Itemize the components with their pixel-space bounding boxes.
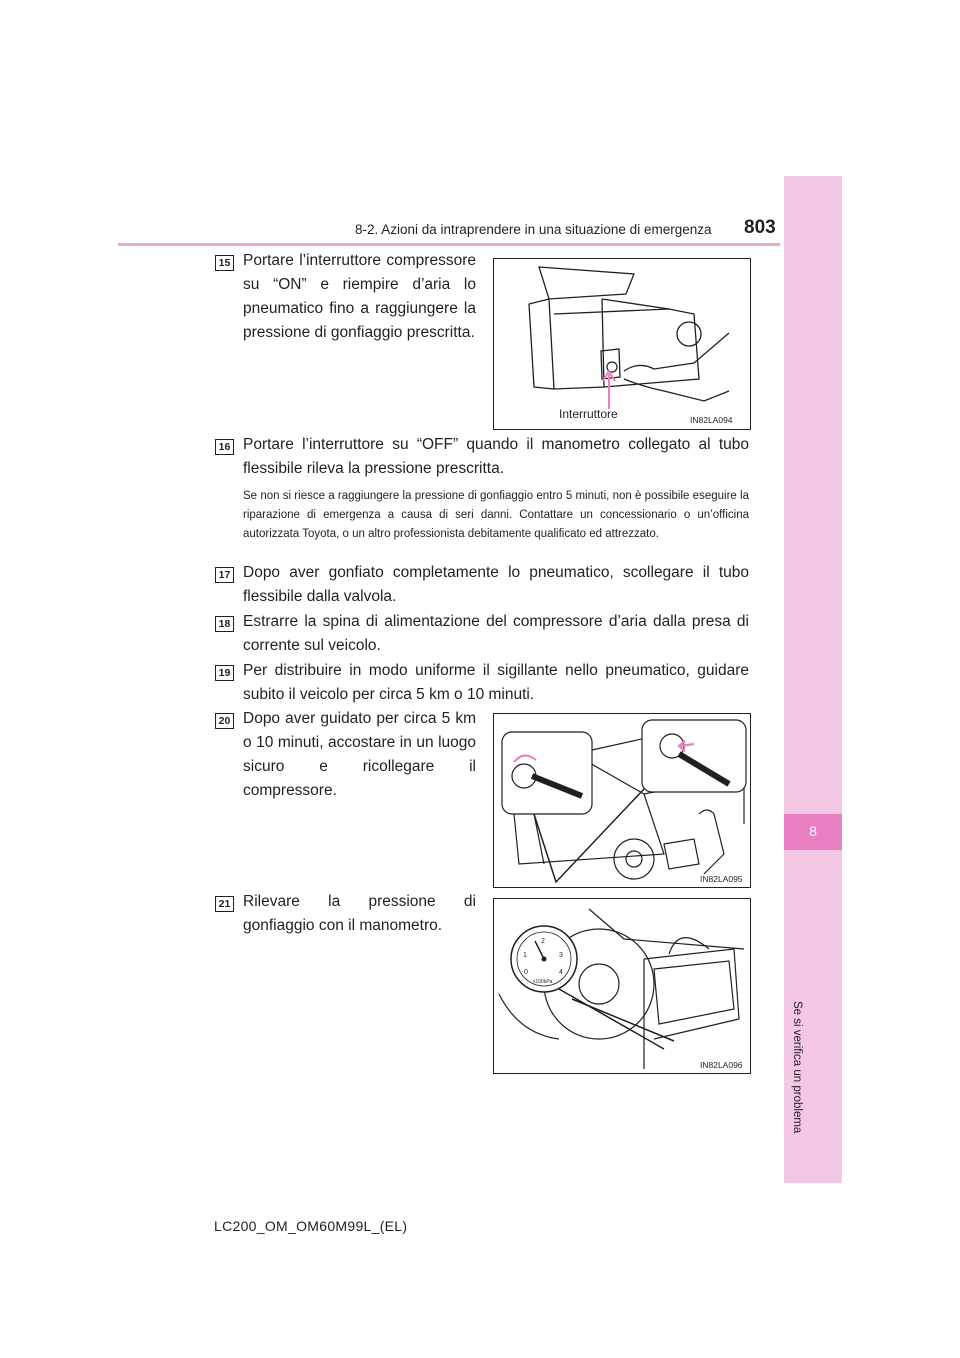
reconnect-compressor-illustration — [493, 713, 751, 888]
gauge-number: 3 — [559, 952, 563, 959]
step-number: 18 — [215, 616, 234, 632]
document-code: LC200_OM_OM60M99L_(EL) — [214, 1218, 408, 1234]
step-number: 15 — [215, 255, 234, 271]
pressure-gauge-illustration — [493, 898, 751, 1074]
step-number: 20 — [215, 713, 234, 729]
figure-code: IN82LA094 — [690, 415, 733, 425]
step-number: 17 — [215, 567, 234, 583]
page-number: 803 — [744, 217, 776, 238]
side-tab-label: Se si verifica un problema — [791, 1001, 803, 1134]
step-text: Rilevare la pressione di gonfiaggio con il manometro. — [243, 893, 476, 934]
step-note: Se non si riesce a raggiungere la pressione di gonfiaggio entro 5 minuti, non è possibile eseguire la riparazione di emergenza a causa di seri danni. Contattare un concessionario o un’officina autorizzata Toyota, o un altro professionista debitamente qualificato ed attrezzato. — [243, 490, 749, 540]
compressor-switch-illustration — [493, 258, 751, 430]
gauge-number: 4 — [559, 969, 563, 976]
gauge-number: 1 — [523, 952, 527, 959]
section-title: 8-2. Azioni da intraprendere in una situazione di emergenza — [355, 222, 712, 237]
step-text: Portare l’interruttore su “OFF” quando il manometro collegato al tubo flessibile rileva la pressione prescritta. — [243, 436, 749, 477]
step-text: Dopo aver guidato per circa 5 km o 10 minuti, accostare in un luogo sicuro e ricollegare il compressore. — [243, 710, 476, 799]
step-text: Per distribuire in modo uniforme il sigillante nello pneumatico, guidare subito il veicolo per circa 5 km o 10 minuti. — [243, 662, 749, 703]
gauge-unit: x100kPa — [533, 979, 553, 985]
header-rule — [118, 243, 780, 246]
step-text: Dopo aver gonfiato completamente lo pneumatico, scollegare il tubo flessibile dalla valvola. — [243, 564, 749, 605]
step-number: 16 — [215, 439, 234, 455]
switch-label: Interruttore — [559, 407, 618, 421]
step-number: 19 — [215, 665, 234, 681]
step-text: Estrarre la spina di alimentazione del compressore d’aria dalla presa di corrente sul veicolo. — [243, 613, 749, 654]
side-tab-number: 8 — [809, 823, 817, 839]
gauge-drawing — [494, 899, 750, 1073]
figure-code: IN82LA096 — [700, 1060, 743, 1070]
gauge-number: 2 — [541, 938, 545, 945]
compressor-drawing — [494, 259, 750, 429]
car-compressor-drawing — [494, 714, 750, 887]
step-number: 21 — [215, 896, 234, 912]
figure-code: IN82LA095 — [700, 874, 743, 884]
gauge-number: 0 — [524, 969, 528, 976]
step-text: Portare l’interruttore compressore su “ON” e riempire d’aria lo pneumatico fino a raggiungere la pressione di gonfiaggio prescritta. — [243, 252, 476, 341]
